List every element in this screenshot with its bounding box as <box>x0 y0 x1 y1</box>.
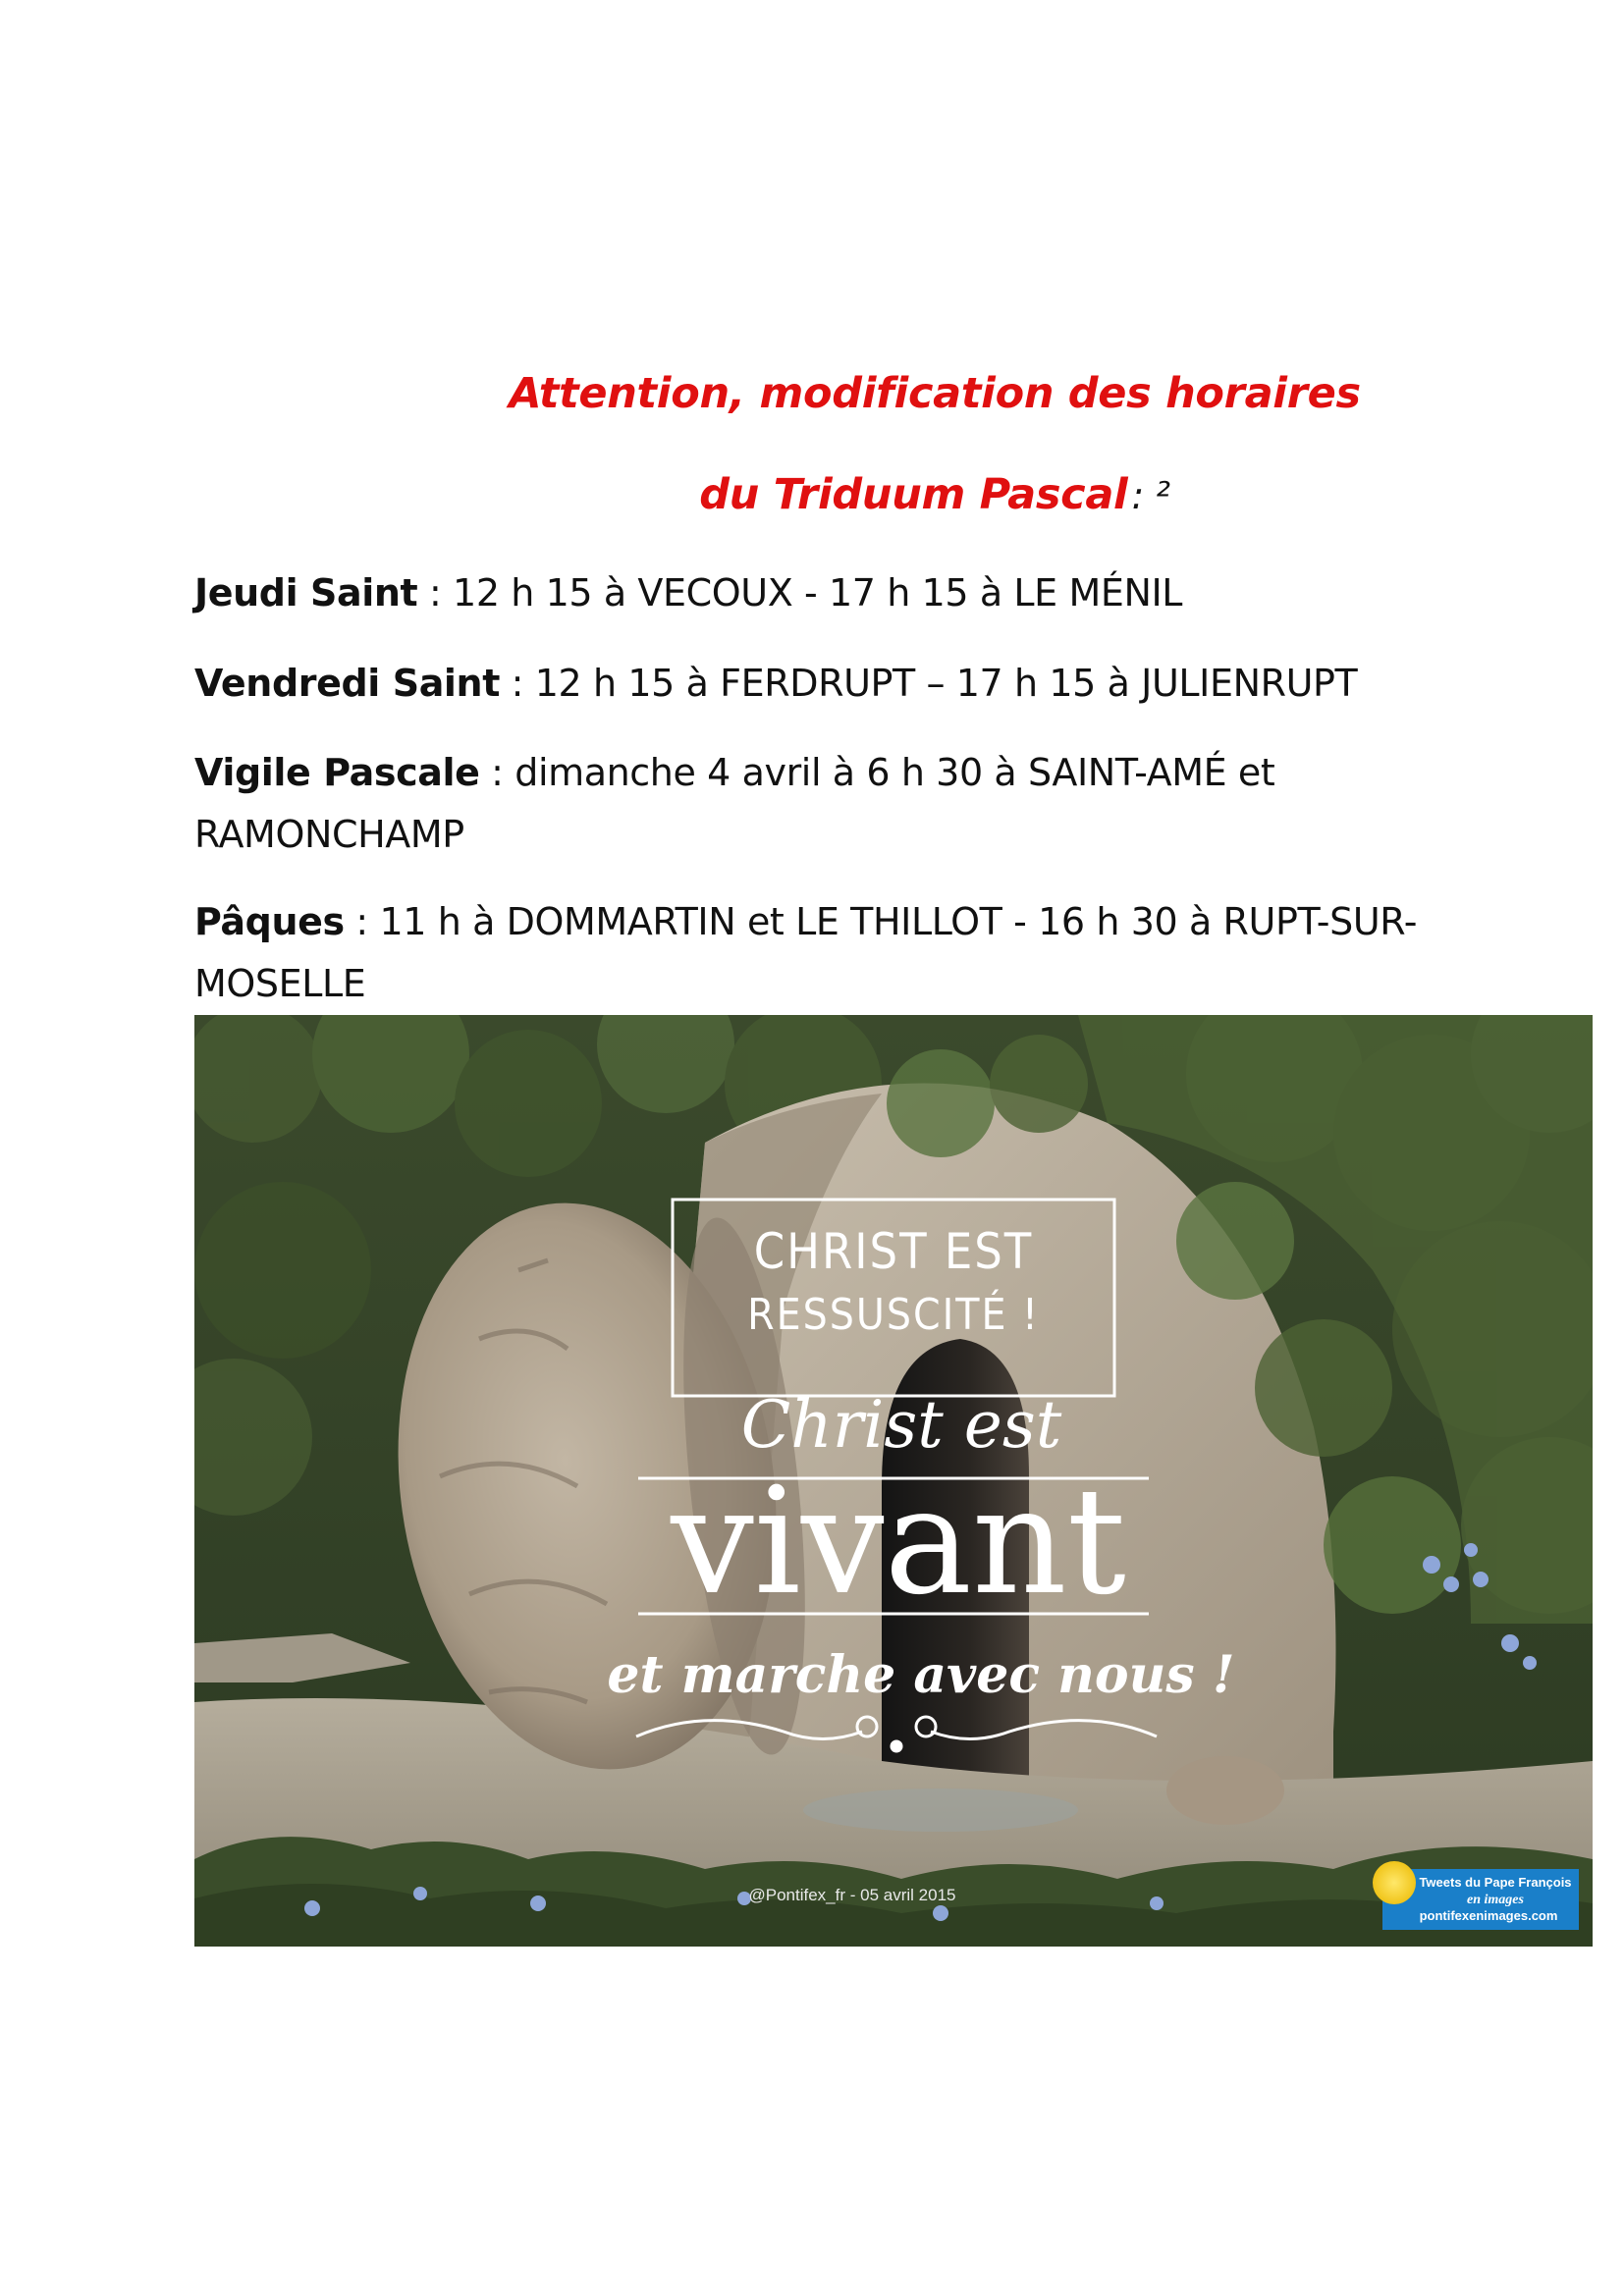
schedule-label: Vendredi Saint <box>194 662 500 705</box>
schedule-label: Jeudi Saint <box>194 571 418 614</box>
badge-line-3: pontifexenimages.com <box>1419 1908 1558 1923</box>
heading-line-2 <box>0 470 1624 519</box>
puddle <box>803 1789 1078 1832</box>
schedule-text: : 11 h à DOMMARTIN et LE THILLOT - 16 h 30 à RUPT-SUR-MOSELLE <box>194 900 1418 1005</box>
heading-line-2-text: du Triduum Pascal <box>699 470 1128 519</box>
box-line-1: CHRIST EST <box>753 1223 1034 1280</box>
schedule-text: : 12 h 15 à VECOUX - 17 h 15 à LE MÉNIL <box>417 571 1183 614</box>
box-line-2: RESSUSCITÉ ! <box>747 1290 1040 1340</box>
pontifex-badge <box>1373 1861 1579 1930</box>
badge-line-1: Tweets du Pape François <box>1419 1875 1572 1890</box>
schedule-jeudi-saint <box>194 562 1530 624</box>
big-word: vivant <box>671 1457 1126 1628</box>
schedule-text: : 12 h 15 à FERDRUPT – 17 h 15 à JULIENRUPT <box>499 662 1358 705</box>
schedule-label: Vigile Pascale <box>194 751 480 794</box>
photo-credit: @Pontifex_fr - 05 avril 2015 <box>748 1886 956 1904</box>
schedule-vigile-pascale <box>194 742 1530 866</box>
schedule-vendredi-saint <box>194 653 1530 715</box>
easter-tomb-image <box>194 1015 1593 1947</box>
schedule-label: Pâques <box>194 900 345 943</box>
schedule-text: : dimanche 4 avril à 6 h 30 à SAINT-AMÉ et RAMONCHAMP <box>194 751 1275 856</box>
script-line-1: Christ est <box>740 1387 1062 1463</box>
sun-icon <box>1373 1861 1416 1904</box>
heading-suffix: : ² <box>1131 474 1170 517</box>
heading-line-1: Attention, modification des horaires <box>509 369 1361 418</box>
small-rock <box>1166 1756 1284 1825</box>
schedule-paques <box>194 891 1530 1015</box>
script-line-2: et marche avec nous ! <box>607 1645 1235 1705</box>
badge-line-2: en images <box>1467 1893 1524 1907</box>
